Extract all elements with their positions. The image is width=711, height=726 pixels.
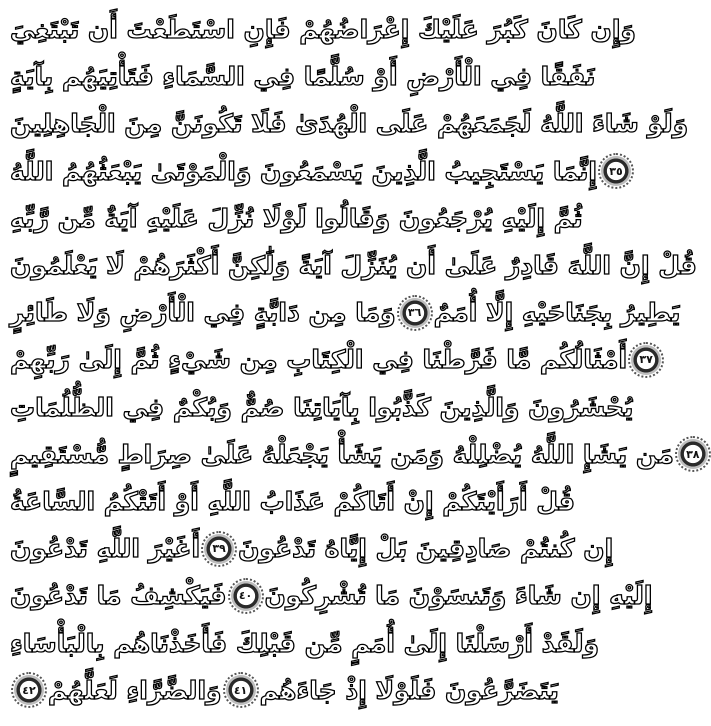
verse-text: إِن كُنتُمْ صَادِقِينَ بَلْ إِيَّاهُ تَدْعُونَ bbox=[238, 534, 614, 564]
ayah-number: ٣٨ bbox=[686, 447, 700, 461]
verse-text: قُلْ إِنَّ اللَّهَ قَادِرٌ عَلَىٰ أَن يُنَزِّلَ آيَةً وَلَٰكِنَّ أَكْثَرَهُمْ لَا يَعْلَمُونَ bbox=[10, 251, 697, 281]
verse-text: أَغَيْرَ اللَّهِ تَدْعُونَ bbox=[10, 534, 201, 564]
ayah-number-marker bbox=[601, 156, 631, 186]
verse-text: أَمْثَالُكُم مَّا فَرَّطْنَا فِي الْكِتَابِ مِن شَيْءٍ ثُمَّ إِلَىٰ رَبِّهِمْ bbox=[10, 345, 628, 375]
ayah-number-marker bbox=[226, 675, 256, 705]
ayah-number: ٤٠ bbox=[238, 589, 253, 603]
ayah-number: ٣٩ bbox=[212, 542, 226, 556]
verse-line bbox=[10, 384, 634, 431]
verse-text: قُلْ أَرَأَيْتَكُمْ إِنْ أَتَاكُمْ عَذَابُ اللَّهِ أَوْ أَتَتْكُمُ السَّاعَةُ bbox=[10, 486, 575, 516]
verse-line bbox=[10, 242, 697, 289]
verse-text: وَلَوْ شَاءَ اللَّهُ لَجَمَعَهُمْ عَلَى الْهُدَىٰ فَلَا تَكُونَنَّ مِنَ الْجَاهِلِينَ bbox=[10, 109, 689, 139]
verse-text: إِنَّمَا يَسْتَجِيبُ الَّذِينَ يَسْمَعُونَ وَالْمَوْتَىٰ يَبْعَثُهُمُ اللَّهُ bbox=[10, 156, 597, 186]
ayah-number-marker bbox=[631, 345, 661, 375]
verse-lines bbox=[10, 6, 700, 714]
verse-text: يَطِيرُ بِجَنَاحَيْهِ إِلَّا أُمَمٌ bbox=[433, 298, 681, 328]
ayah-number: ٤١ bbox=[233, 683, 248, 697]
verse-text: يُحْشَرُونَ وَالَّذِينَ كَذَّبُوا بِآيَاتِنَا صُمٌّ وَبُكْمٌ فِي الظُّلُمَاتِ bbox=[10, 392, 634, 422]
verse-text: وَلَقَدْ أَرْسَلْنَا إِلَىٰ أُمَمٍ مِّن قَبْلِكَ فَأَخَذْنَاهُم بِالْبَأْسَاءِ bbox=[10, 628, 600, 658]
verse-line bbox=[10, 100, 689, 147]
verse-line bbox=[10, 431, 700, 478]
ayah-number-marker bbox=[231, 581, 261, 611]
verse-line bbox=[10, 336, 653, 383]
ayah-number-marker bbox=[204, 534, 234, 564]
verse-line bbox=[10, 148, 623, 195]
ayah-number-marker bbox=[400, 298, 430, 328]
verse-text: إِلَيْهِ إِن شَاءَ وَتَنسَوْنَ مَا تُشْرِكُونَ bbox=[264, 581, 653, 611]
verse-text: وَإِن كَانَ كَبُرَ عَلَيْكَ إِعْرَاضُهُمْ فَإِنِ اسْتَطَعْتَ أَن تَبْتَغِيَ bbox=[10, 15, 636, 45]
verse-line bbox=[10, 289, 681, 336]
verse-line bbox=[10, 619, 600, 666]
ayah-number-marker bbox=[678, 439, 708, 469]
verse-text: فَيَكْشِفُ مَا تَدْعُونَ bbox=[10, 581, 227, 611]
verse-text: وَالضَّرَّاءِ لَعَلَّهُمْ bbox=[48, 675, 222, 705]
verse-text: وَمَا مِن دَابَّةٍ فِي الْأَرْضِ وَلَا طَائِرٍ bbox=[10, 298, 396, 328]
verse-line bbox=[10, 6, 636, 53]
ayah-number: ٣٦ bbox=[407, 306, 422, 320]
ayah-number: ٤٢ bbox=[22, 683, 36, 697]
verse-line bbox=[10, 667, 559, 714]
verse-line bbox=[10, 53, 596, 100]
verse-line bbox=[10, 572, 653, 619]
verse-line bbox=[10, 195, 583, 242]
verse-text: نَفَقًا فِي الْأَرْضِ أَوْ سُلَّمًا فِي السَّمَاءِ فَتَأْتِيَهُم بِآيَةٍ bbox=[10, 62, 596, 92]
verse-text: يَتَضَرَّعُونَ فَلَوْلَا إِذْ جَاءَهُم bbox=[259, 675, 559, 705]
verse-text: ثُمَّ إِلَيْهِ يُرْجَعُونَ وَقَالُوا لَوْلَا نُزِّلَ عَلَيْهِ آيَةٌ مِّن رَّبِّهِ bbox=[10, 203, 583, 233]
verse-text: مَن يَشَإِ اللَّهُ يُضْلِلْهُ وَمَن يَشَأْ يَجْعَلْهُ عَلَىٰ صِرَاطٍ مُّسْتَقِيمٍ bbox=[10, 439, 674, 469]
ayah-number-marker bbox=[14, 675, 44, 705]
verse-line bbox=[10, 478, 575, 525]
ayah-number: ٣٥ bbox=[609, 164, 623, 178]
verse-line bbox=[10, 525, 614, 572]
ayah-number: ٣٧ bbox=[639, 353, 653, 367]
